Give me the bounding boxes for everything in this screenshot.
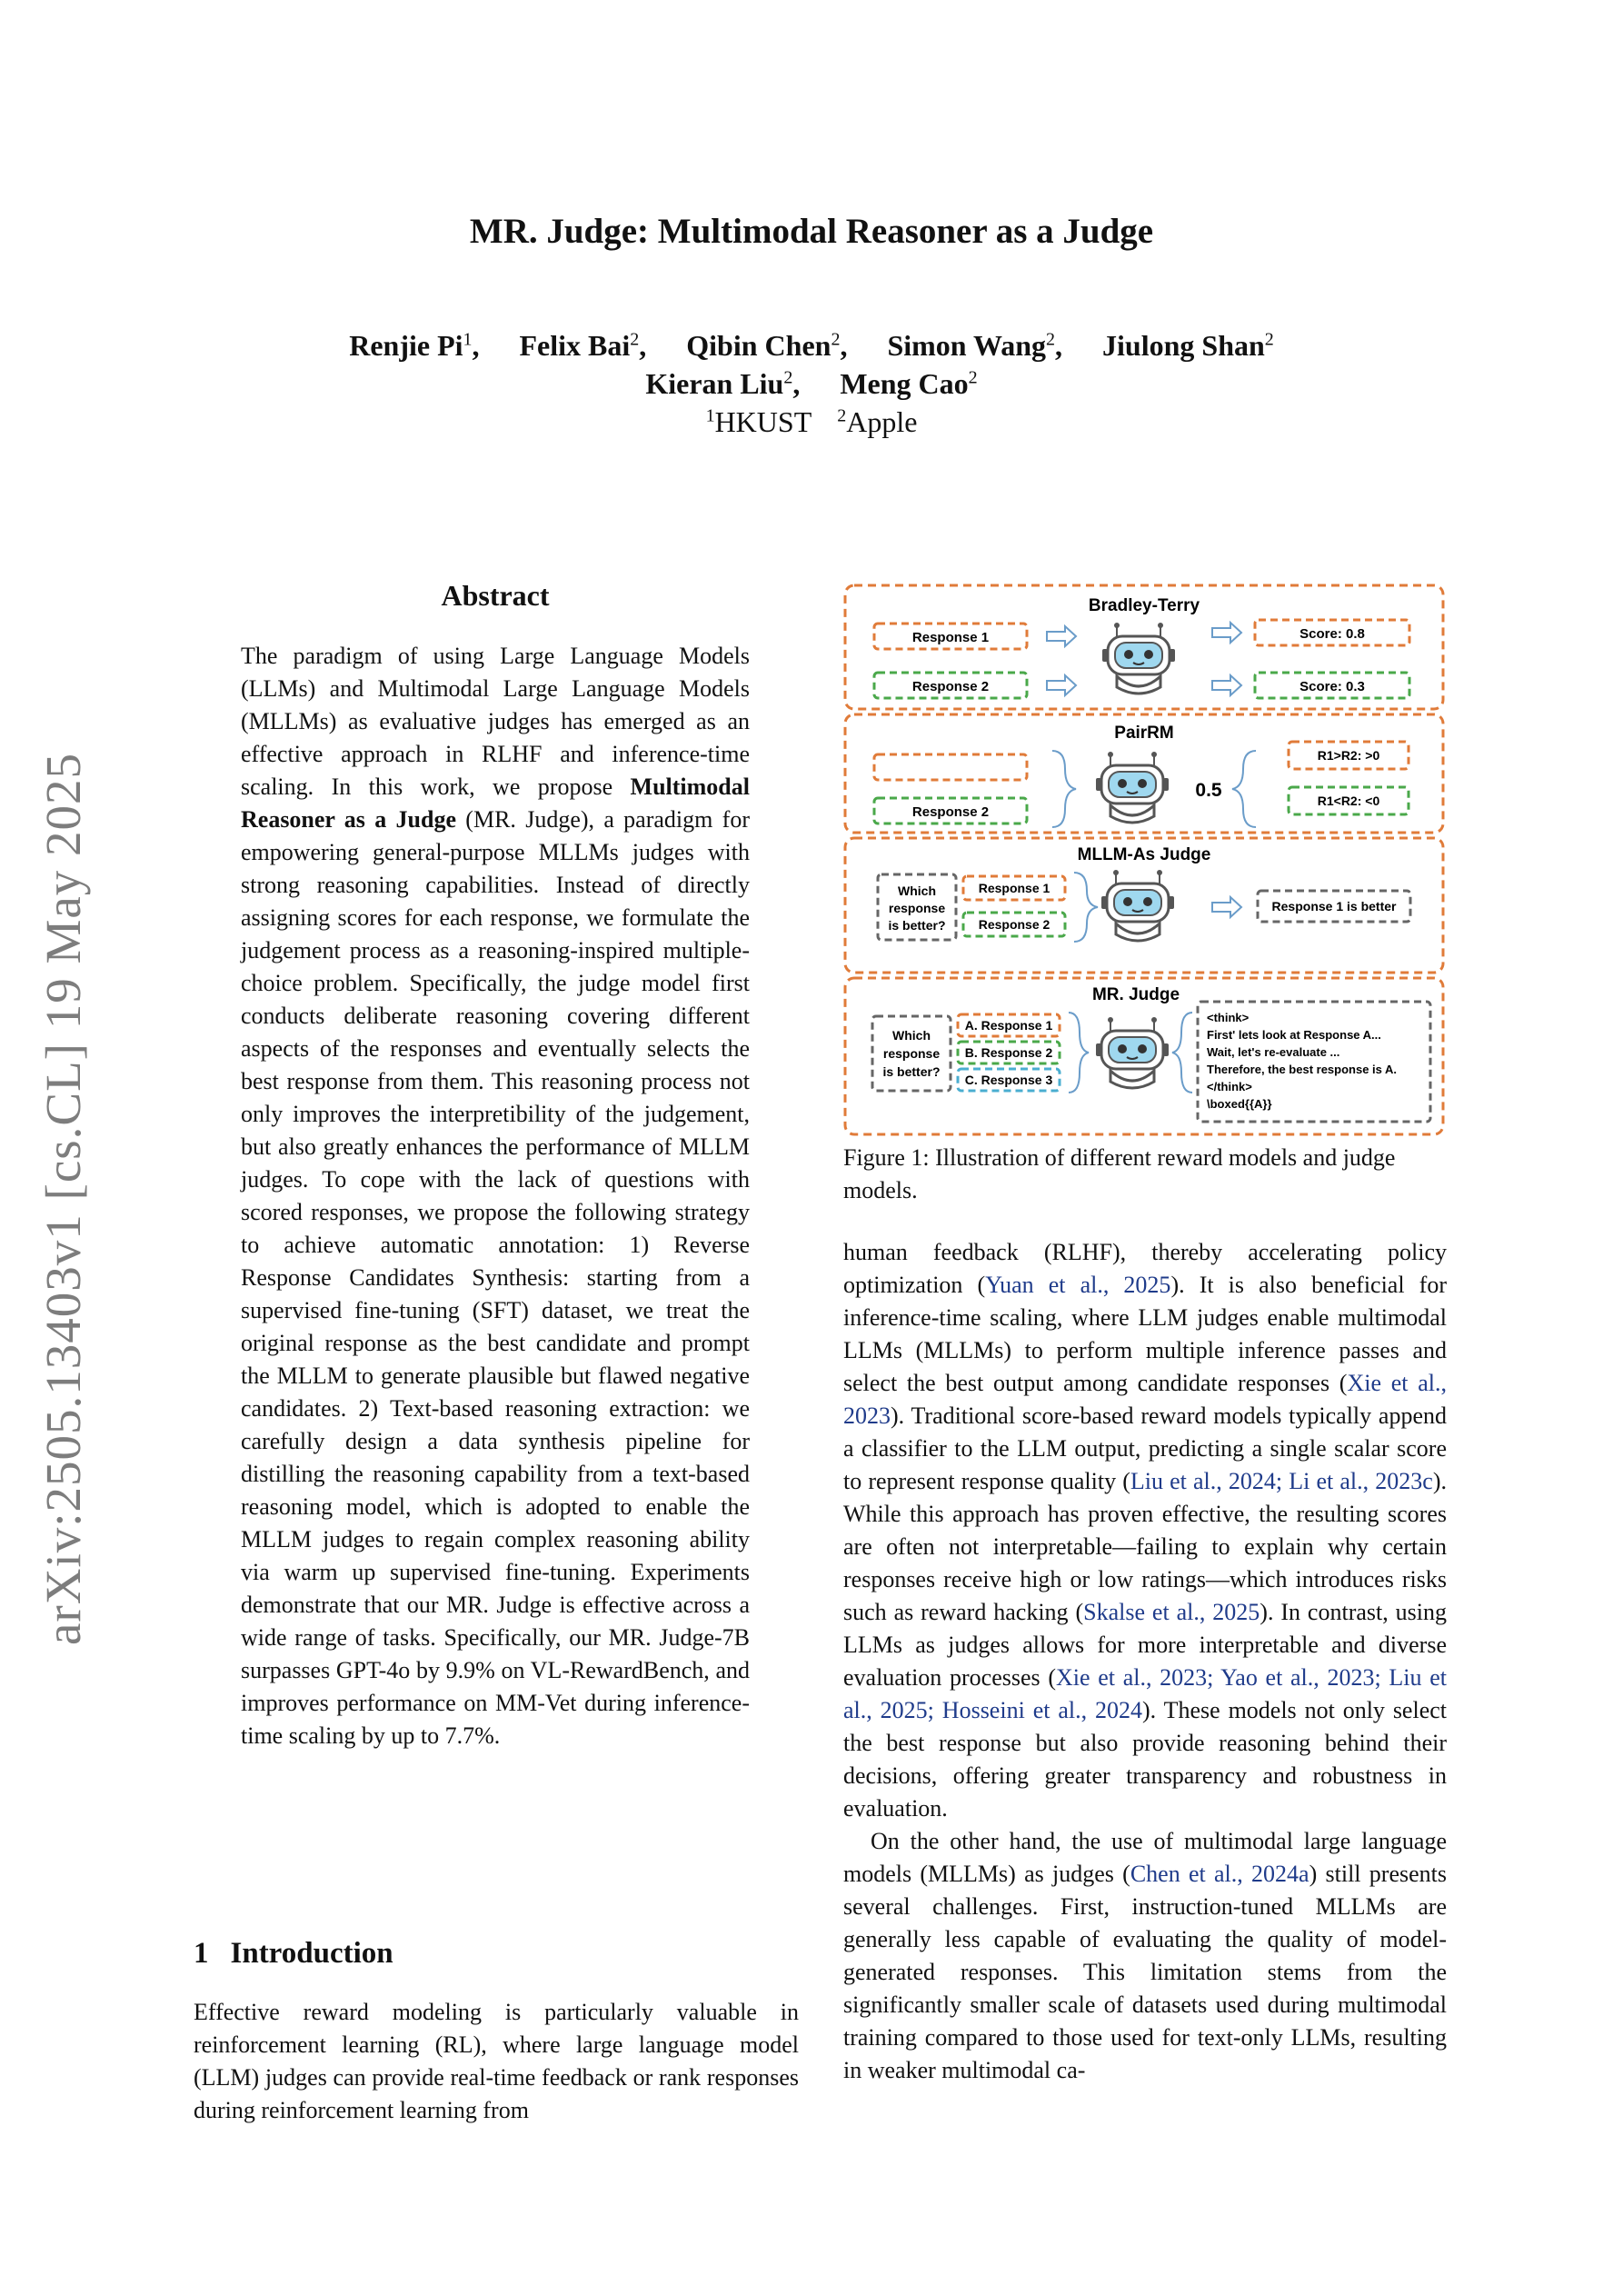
svg-text:Wait, let's re-evaluate ...: Wait, let's re-evaluate ...	[1207, 1045, 1340, 1059]
figure-1	[841, 582, 1447, 1138]
response-label: Response 1	[911, 630, 990, 645]
authors-line-2	[0, 367, 1623, 401]
panel-pairrm	[845, 714, 1443, 833]
response-label: Response 1	[978, 881, 1050, 895]
section-heading-introduction: 1 Introduction	[194, 1937, 393, 1970]
score-label: Score: 0.3	[1299, 679, 1365, 694]
abstract-body: The paradigm of using Large Language Models (LLMs) and Multimodal Large Language Models (MLLMs) as evaluative judges has emerged as an effective approach in RLHF and inference-time scaling. In this work, we propose Multimodal Reasoner as a Judge (MR. Judge), a paradigm for empowering general-purpose MLLMs judges with strong reasoning capabilities. Instead of directly assigning scores for each response, we formulate the judgement process as a reasoning-inspired multiple-choice problem. Specifically, the judge model first conducts deliberate reasoning covering different aspects of the responses and eventually selects the best response from them. This reasoning process not only improves the interpretibility of the judgement, but also greatly enhances the performance of MLLM judges. To cope with the lack of questions with scored responses, we propose the following strategy to achieve automatic annotation: 1) Reverse Response Candidates Synthesis: starting from a supervised fine-tuning (SFT) dataset, we treat the original response as the best candidate and prompt the MLLM to generate plausible but flawed negative candidates. 2) Text-based reasoning extraction: we carefully design a data synthesis pipeline for distilling the reasoning capability from a text-based reasoning model, which is adopted to enable the MLLM judges to regain complex reasoning ability via warm up supervised fine-tuning. Experiments demonstrate that our MR. Judge is effective across a wide range of tasks. Specifically, our MR. Judge-7B surpasses GPT-4o by 9.9% on VL-RewardBench, and improves performance on MM-Vet during inference-time scaling by up to 7.7%.	[241, 643, 750, 1749]
author: Meng Cao$^2$	[840, 367, 978, 400]
pair-score: 0.5	[1195, 780, 1222, 801]
comparison-label: R1>R2: >0	[1317, 748, 1380, 763]
citation-link[interactable]: Li et al., 2023c	[1289, 1468, 1433, 1494]
paper-title: MR. Judge: Multimodal Reasoner as a Judge	[469, 212, 1154, 251]
panel-mllm-as-judge	[845, 838, 1443, 973]
response-label: C. Response 3	[964, 1073, 1053, 1087]
introduction-body: Effective reward modeling is particularly valuable in reinforcement learning (RL), where large language model (LLM) judges can provide real-time feedback or rank responses during reinforcement learning from	[194, 1999, 799, 2123]
author: Felix Bai$^2$,	[519, 329, 647, 362]
comparison-label: R1<R2: <0	[1317, 794, 1380, 808]
affiliation: $^2$Apple	[837, 405, 918, 438]
panel-title: PairRM	[1114, 724, 1174, 743]
response-label: Response 2	[911, 804, 990, 820]
citation-link[interactable]: Yao et al., 2023	[1220, 1664, 1375, 1691]
affiliation: $^1$HKUST	[705, 405, 812, 438]
score-label: Score: 0.8	[1299, 626, 1365, 642]
panel-title: Bradley-Terry	[1088, 596, 1200, 615]
authors-line-1	[0, 329, 1623, 363]
svg-text:is better?: is better?	[888, 918, 946, 933]
citation-link[interactable]: Hosseini et al., 2024	[941, 1697, 1143, 1723]
citation-link[interactable]: Xie et al., 2023	[1055, 1664, 1208, 1691]
svg-text:</think>: </think>	[1207, 1080, 1252, 1093]
author: Simon Wang$^2$,	[887, 329, 1063, 362]
svg-text:First' lets look at Response A: First' lets look at Response A...	[1207, 1028, 1381, 1042]
affiliations	[0, 405, 1623, 439]
citation-link[interactable]: Chen et al., 2024a	[1130, 1861, 1309, 1887]
citation-link[interactable]: Liu et al., 2025	[843, 1664, 1447, 1723]
response-label: Response 2	[911, 679, 990, 694]
judge-output: Response 1 is better	[1271, 899, 1397, 913]
panel-mr-judge	[845, 978, 1443, 1134]
citation-link[interactable]: Xie et al., 2023	[843, 1370, 1447, 1429]
panel-title: MLLM-As Judge	[1077, 845, 1211, 864]
svg-text:is better?: is better?	[882, 1064, 941, 1079]
paragraph: human feedback (RLHF), thereby accelerating policy optimization (Yuan et al., 2025). It is also beneficial for inference-time scaling, where LLM judges enable multimodal LLMs (MLLMs) to perform multiple inference passes and select the best output among candidate responses (Xie et al., 2023). Traditional score-based reward models typically append a classifier to the LLM output, predicting a single scalar score to represent response quality (Liu et al., 2024; Li et al., 2023c). While this approach has proven effective, the resulting scores are often not interpretable—failing to explain why certain responses receive high or low ratings—which introduces risks such as reward hacking (Skalse et al., 2025). In contrast, using LLMs as judges allows for more interpretable and diverse evaluation processes (Xie et al., 2023; Yao et al., 2023; Liu et al., 2025; Hosseini et al., 2024). These models not only select the best response but also provide reasoning behind their decisions, offering greater transparency and robustness in evaluation.	[843, 1239, 1447, 1822]
svg-text:response: response	[888, 901, 946, 915]
panel-bradley-terry	[845, 585, 1443, 709]
figure-caption: Figure 1: Illustration of different reward models and judge models.	[843, 1144, 1396, 1203]
author: Kieran Liu$^2$,	[645, 367, 801, 400]
svg-text:\boxed{{A}}: \boxed{{A}}	[1207, 1097, 1272, 1111]
panel-title: MR. Judge	[1091, 985, 1180, 1004]
citation-link[interactable]: Skalse et al., 2025	[1083, 1599, 1260, 1625]
author: Jiulong Shan$^2$	[1102, 329, 1274, 362]
right-column-body	[843, 1236, 1447, 2087]
arxiv-identifier: arXiv:2505.13403v1 [cs.CL] 19 May 2025	[35, 752, 91, 1645]
citation-link[interactable]: Yuan et al., 2025	[985, 1272, 1171, 1298]
response-label: B. Response 2	[964, 1045, 1053, 1060]
author: Qibin Chen$^2$,	[686, 329, 848, 362]
response-label: Response 2	[978, 917, 1050, 932]
author: Renjie Pi$^1$,	[349, 329, 480, 362]
response-label: A. Response 1	[964, 1018, 1053, 1033]
svg-text:Which: Which	[898, 883, 936, 898]
svg-text:Which: Which	[892, 1028, 931, 1043]
svg-text:<think>: <think>	[1207, 1011, 1250, 1024]
svg-text:response: response	[882, 1046, 941, 1061]
paragraph: On the other hand, the use of multimodal large language models (MLLMs) as judges (Chen et al., 2024a) still presents several challenges. First, instruction-tuned MLLMs are generally less capable of evaluating the quality of model-generated responses. This limitation stems from the significantly smaller scale of datasets used during multimodal training compared to those used for text-only LLMs, resulting in weaker multimodal ca-	[843, 1828, 1448, 2083]
citation-link[interactable]: Liu et al., 2024	[1130, 1468, 1276, 1494]
svg-text:Therefore, the best response i: Therefore, the best response is A.	[1207, 1063, 1398, 1076]
abstract-heading: Abstract	[441, 579, 550, 612]
